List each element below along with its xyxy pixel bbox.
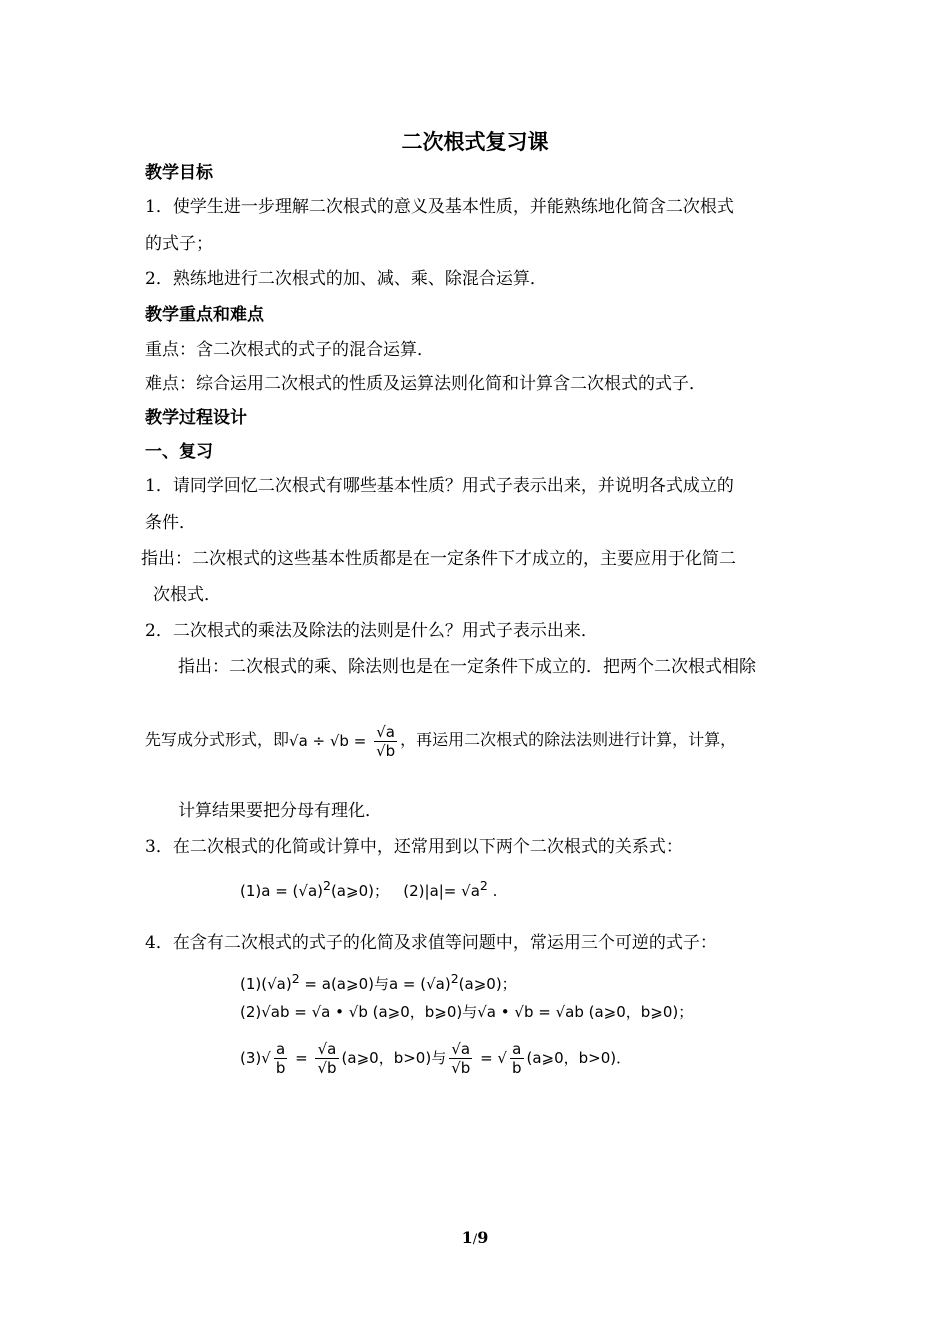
- goal-item-1-line-1: 1．使学生进一步理解二次根式的意义及基本性质，并能熟练地化简含二次根式: [145, 197, 734, 217]
- focus-key-point: 重点：含二次根式的式子的混合运算．: [145, 340, 434, 360]
- note-2-end: 计算结果要把分母有理化．: [178, 801, 382, 821]
- question-2: 2．二次根式的乘法及除法的法则是什么？用式子表示出来．: [145, 621, 598, 641]
- page-separator: /: [472, 1232, 478, 1247]
- formula-post-text: ，再运用二次根式的除法法则进行计算，计算，: [400, 730, 737, 749]
- note-2: 指出：二次根式的乘、除法则也是在一定条件下成立的．把两个二次根式相除: [178, 657, 756, 677]
- formula-q4-2: (2)√ab = √a • √b (a⩾0，b⩾0)与√a • √b = √ab (a⩾0，b⩾0)；: [240, 1003, 694, 1021]
- page-total: 9: [477, 1228, 489, 1247]
- formula-q4-1: $(1)(√a)^2$ = a(a⩾0)与$a = (√a)^2(a⩾0)$；: [240, 971, 517, 993]
- note-1-line-1: 指出：二次根式的这些基本性质都是在一定条件下才成立的，主要应用于化简二: [141, 549, 736, 569]
- division-formula-line: [145, 716, 736, 764]
- formula-q4-3: (3)√ $\frac{a}{b}$ = $\frac{√a}{√b}$ (a⩾0，b>0)与 $\frac{√a}{√b}$ = √ $\frac{a}{b}$ (a⩾0，b>0)．: [240, 1040, 632, 1077]
- question-3: 3．在二次根式的化简或计算中，还常用到以下两个二次根式的关系式：: [145, 837, 683, 857]
- page-current: 1: [461, 1228, 473, 1247]
- page-number: [0, 1228, 950, 1247]
- division-rule-formula: √a ÷ √b = $\frac{√a}{√b}$: [289, 722, 396, 760]
- goal-item-1-line-2: 的式子；: [145, 234, 213, 254]
- question-4: 4．在含有二次根式的式子的化简及求值等问题中，常运用三个可逆的式子：: [145, 933, 717, 953]
- focus-difficulty: 难点：综合运用二次根式的性质及运算法则化简和计算含二次根式的式子．: [145, 374, 706, 394]
- process-heading: 教学过程设计: [145, 408, 247, 428]
- formula-pre-text: 先写成分式形式，即: [145, 730, 290, 749]
- question-1-line-1: 1．请同学回忆二次根式有哪些基本性质？用式子表示出来，并说明各式成立的: [145, 476, 734, 496]
- section-review-heading: 一、复习: [145, 442, 213, 462]
- goals-heading: 教学目标: [145, 163, 213, 183]
- question-1-line-2: 条件．: [145, 513, 196, 533]
- focus-heading: 教学重点和难点: [145, 305, 264, 325]
- formula-q3: $(1)a = (√a)^2(a⩾0)$； $(2)|a|= √a^2$ .: [240, 878, 498, 900]
- goal-item-2: 2．熟练地进行二次根式的加、减、乘、除混合运算．: [145, 269, 547, 289]
- note-1-line-2: 次根式．: [153, 585, 221, 605]
- page-title: 二次根式复习课: [401, 129, 549, 154]
